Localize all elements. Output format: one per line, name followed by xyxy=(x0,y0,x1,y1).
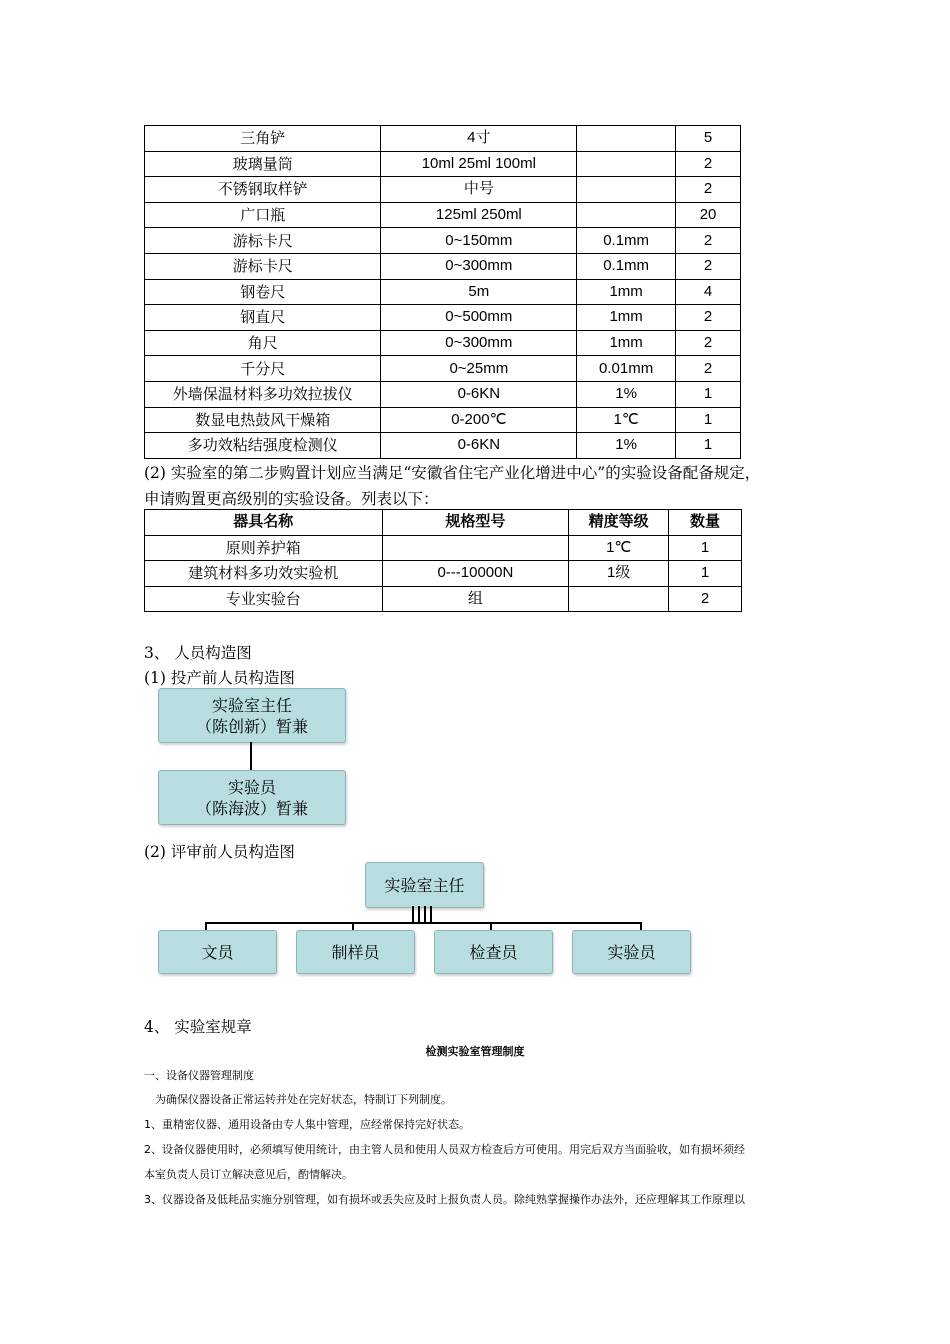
cell-spec: 0~300mm xyxy=(381,330,577,356)
org2-drop-2 xyxy=(352,922,354,930)
org2-drop-3 xyxy=(490,922,492,930)
cell-quantity: 2 xyxy=(676,253,741,279)
table-row xyxy=(145,279,741,305)
cell-name: 建筑材料多功效实验机 xyxy=(145,561,383,587)
cell-name: 原则养护箱 xyxy=(145,535,383,561)
doc-heading1: 一、设备仪器管理制度 xyxy=(144,1069,254,1082)
cell-quantity: 2 xyxy=(676,177,741,203)
cell-spec: 0~25mm xyxy=(381,356,577,382)
header-precision: 精度等级 xyxy=(569,510,669,536)
cell-spec: 0---10000N xyxy=(382,561,569,587)
cell-spec: 0-200℃ xyxy=(381,407,577,433)
header-name: 器具名称 xyxy=(145,510,383,536)
cell-quantity: 2 xyxy=(676,330,741,356)
table-row xyxy=(145,356,741,382)
cell-quantity: 4 xyxy=(676,279,741,305)
table-row xyxy=(145,177,741,203)
table-header-row xyxy=(145,510,742,536)
cell-name: 玻璃量筒 xyxy=(145,151,381,177)
cell-name: 游标卡尺 xyxy=(145,253,381,279)
org1-director-box xyxy=(158,688,346,743)
table-row xyxy=(145,535,742,561)
section3-title: 3、 人员构造图 xyxy=(144,644,252,662)
cell-precision: 1mm xyxy=(577,305,676,331)
cell-spec: 5m xyxy=(381,279,577,305)
doc-item2-line2: 本室负责人员订立解决意见后，酌情解决。 xyxy=(144,1168,353,1181)
cell-quantity: 2 xyxy=(676,356,741,382)
org2-child-label: 制样员 xyxy=(331,942,380,962)
doc-title: 检测实验室管理制度 xyxy=(425,1045,525,1058)
org1-tester-title: 实验员 xyxy=(227,777,276,797)
org2-root-box xyxy=(365,862,484,908)
cell-precision: 1mm xyxy=(577,279,676,305)
cell-name: 不锈钢取样铲 xyxy=(145,177,381,203)
cell-name: 钢直尺 xyxy=(145,305,381,331)
cell-spec: 组 xyxy=(382,586,569,612)
cell-name: 钢卷尺 xyxy=(145,279,381,305)
org2-child-label: 检查员 xyxy=(469,942,518,962)
cell-quantity: 2 xyxy=(669,586,742,612)
cell-precision xyxy=(577,177,676,203)
plan-paragraph-line1: (2) 实验室的第二步购置计划应当满足“安徽省住宅产业化增进中心”的实验设备配备规定， xyxy=(144,464,761,482)
org1-director-name: （陈创新）暂兼 xyxy=(195,716,308,736)
cell-precision: 0.1mm xyxy=(577,253,676,279)
equipment-table xyxy=(144,125,741,459)
cell-spec: 0~500mm xyxy=(381,305,577,331)
org2-drop-1 xyxy=(205,922,207,930)
org2-child-label: 文员 xyxy=(201,942,234,962)
cell-quantity: 2 xyxy=(676,151,741,177)
org1-connector xyxy=(250,742,252,770)
cell-name: 多功效粘结强度检测仪 xyxy=(145,433,381,459)
cell-quantity: 1 xyxy=(676,433,741,459)
cell-precision xyxy=(577,151,676,177)
cell-name: 外墙保温材料多功效拉拔仪 xyxy=(145,381,381,407)
cell-spec: 0-6KN xyxy=(381,433,577,459)
cell-quantity: 1 xyxy=(669,561,742,587)
header-quantity: 数量 xyxy=(669,510,742,536)
cell-quantity: 5 xyxy=(676,126,741,152)
purchase-table xyxy=(144,509,742,612)
cell-quantity: 1 xyxy=(669,535,742,561)
cell-quantity: 1 xyxy=(676,407,741,433)
org2-child-label: 实验员 xyxy=(607,942,656,962)
table-row xyxy=(145,407,741,433)
table-row xyxy=(145,253,741,279)
org2-root-label: 实验室主任 xyxy=(384,875,465,895)
doc-item1: 1、重精密仪器、通用设备由专人集中管理，应经常保持完好状态。 xyxy=(144,1118,470,1131)
cell-spec: 125ml 250ml xyxy=(381,202,577,228)
cell-precision: 1℃ xyxy=(569,535,669,561)
cell-precision xyxy=(577,126,676,152)
cell-precision xyxy=(577,202,676,228)
section4-title: 4、 实验室规章 xyxy=(144,1018,252,1036)
table-row xyxy=(145,381,741,407)
cell-precision: 1% xyxy=(577,381,676,407)
table-row xyxy=(145,228,741,254)
plan-paragraph-line2: 申请购置更高级别的实验设备。列表以下： xyxy=(144,490,439,508)
table-row xyxy=(145,151,741,177)
cell-name: 角尺 xyxy=(145,330,381,356)
table-row xyxy=(145,126,741,152)
org1-tester-box xyxy=(158,770,346,825)
cell-precision xyxy=(569,586,669,612)
cell-spec: 0-6KN xyxy=(381,381,577,407)
cell-spec: 10ml 25ml 100ml xyxy=(381,151,577,177)
doc-intro: 为确保仪器设备正常运转并处在完好状态，特制订下列制度。 xyxy=(155,1093,452,1106)
cell-name: 游标卡尺 xyxy=(145,228,381,254)
org2-child-box-sampler xyxy=(296,930,415,974)
cell-quantity: 1 xyxy=(676,381,741,407)
table-row xyxy=(145,561,742,587)
cell-precision: 0.1mm xyxy=(577,228,676,254)
doc-item3: 3、仪器设备及低耗品实施分别管理，如有损坏或丢失应及时上报负责人员。除纯熟掌握操作办法外，还应理解其工作原理以 xyxy=(144,1193,745,1206)
cell-name: 数显电热鼓风干燥箱 xyxy=(145,407,381,433)
header-spec: 规格型号 xyxy=(382,510,569,536)
cell-name: 三角铲 xyxy=(145,126,381,152)
doc-item2-line1: 2、设备仪器使用时，必须填写使用统计，由主管人员和使用人员双方检查后方可使用。用完后双方当面验收，如有损坏须经 xyxy=(144,1143,745,1156)
table-row xyxy=(145,330,741,356)
org2-child-box-clerk xyxy=(158,930,277,974)
cell-name: 广口瓶 xyxy=(145,202,381,228)
cell-name: 千分尺 xyxy=(145,356,381,382)
org2-hbar xyxy=(205,922,642,924)
cell-precision: 1% xyxy=(577,433,676,459)
cell-precision: 1级 xyxy=(569,561,669,587)
cell-spec: 中号 xyxy=(381,177,577,203)
org2-child-box-tester xyxy=(572,930,691,974)
cell-spec: 0~300mm xyxy=(381,253,577,279)
cell-quantity: 2 xyxy=(676,305,741,331)
cell-spec: 0~150mm xyxy=(381,228,577,254)
cell-precision: 1mm xyxy=(577,330,676,356)
cell-spec xyxy=(382,535,569,561)
org1-director-title: 实验室主任 xyxy=(211,695,292,715)
table-row xyxy=(145,433,741,459)
org2-subtitle: (2) 评审前人员构造图 xyxy=(144,843,295,861)
cell-precision: 1℃ xyxy=(577,407,676,433)
cell-quantity: 2 xyxy=(676,228,741,254)
table-row xyxy=(145,202,741,228)
org2-child-box-inspector xyxy=(434,930,553,974)
cell-quantity: 20 xyxy=(676,202,741,228)
cell-spec: 4寸 xyxy=(381,126,577,152)
table-row xyxy=(145,305,741,331)
org1-subtitle: (1) 投产前人员构造图 xyxy=(144,669,295,687)
org1-tester-name: （陈海波）暂兼 xyxy=(195,798,308,818)
org2-drop-4 xyxy=(640,922,642,930)
cell-name: 专业实验台 xyxy=(145,586,383,612)
cell-precision: 0.01mm xyxy=(577,356,676,382)
table-row xyxy=(145,586,742,612)
